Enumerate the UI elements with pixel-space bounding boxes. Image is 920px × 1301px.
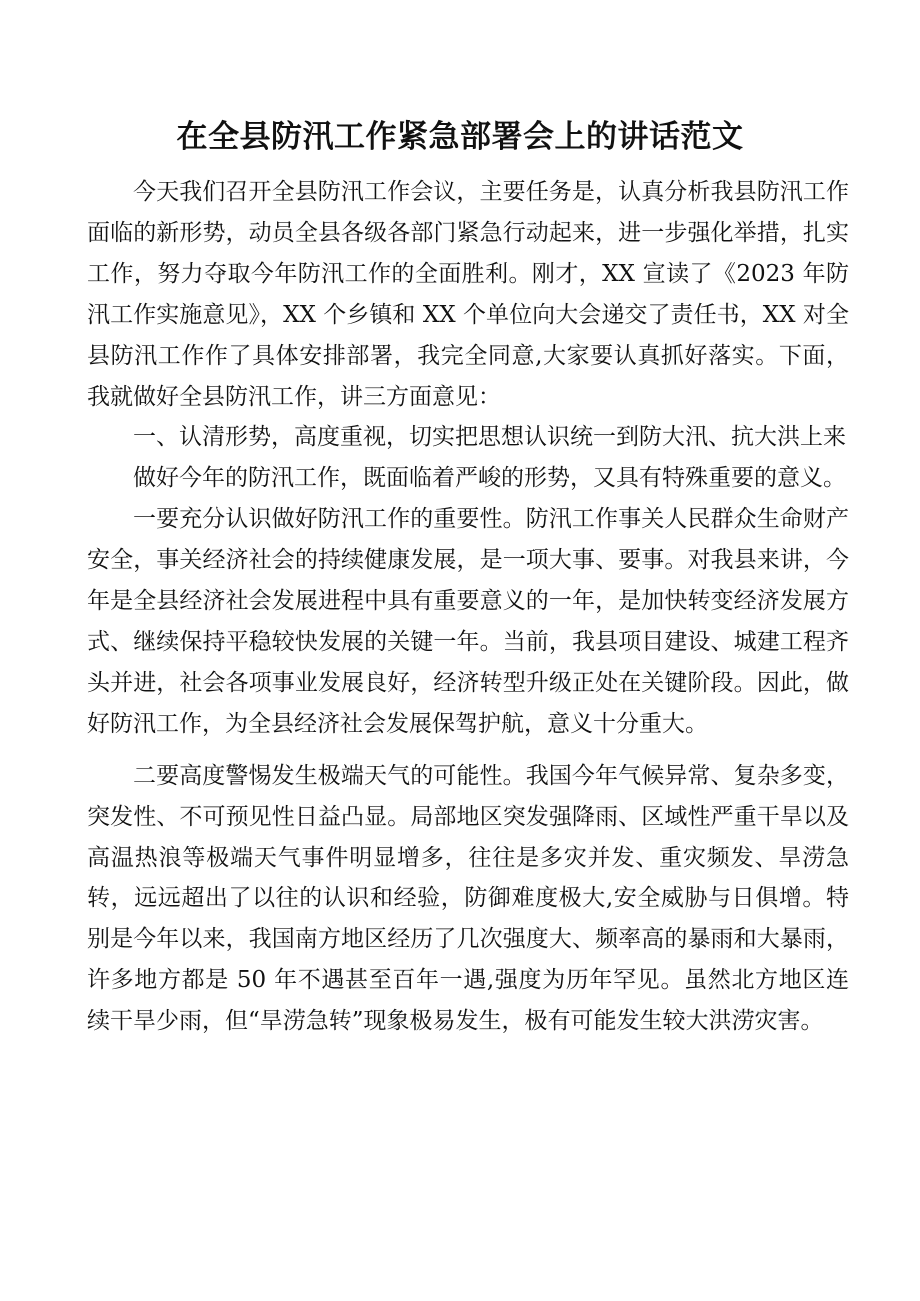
paragraph-intro: 今天我们召开全县防汛工作会议，主要任务是，认真分析我县防汛工作面临的新形势，动员全县各级各部门紧急行动起来，进一步强化举措，扎实工作，努力夺取今年防汛工作的全面胜利。刚才，XX 宣读了《2023 年防汛工作实施意见》，XX 个乡镇和 XX 个单位向大会递交了责任书，XX 对全县防汛工作作了具体安排部署，我完全同意,大家要认真抓好落实。下面，我就做好全县防汛工作，讲三方面意见： [87, 179, 849, 410]
paragraph-overview: 做好今年的防汛工作，既面临着严峻的形势，又具有特殊重要的意义。 [133, 465, 846, 492]
paragraph-point-1: 一要充分认识做好防汛工作的重要性。防汛工作事关人民群众生命财产安全，事关经济社会的持续健康发展，是一项大事、要事。对我县来讲，今年是全县经济社会发展进程中具有重要意义的一年，是加快转变经济发展方式、继续保持平稳较快发展的关键一年。当前，我县项目建设、城建工程齐头并进，社会各项事业发展良好，经济转型升级正处在关键阶段。因此，做好防汛工作，为全县经济社会发展保驾护航，意义十分重大。 [87, 506, 849, 737]
document-body [87, 172, 849, 1042]
paragraph-point-2: 二要高度警惕发生极端天气的可能性。我国今年气候异常、复杂多变，突发性、不可预见性日益凸显。局部地区突发强降雨、区域性严重干旱以及高温热浪等极端天气事件明显增多，往往是多灾并发、重灾频发、旱涝急转，远远超出了以往的认识和经验，防御难度极大,安全威胁与日俱增。特别是今年以来，我国南方地区经历了几次强度大、频率高的暴雨和大暴雨，许多地方都是 50 年不遇甚至百年一遇,强度为历年罕见。虽然北方地区连续干旱少雨，但“旱涝急转”现象极易发生，极有可能发生较大洪涝灾害。 [87, 762, 849, 1035]
section-heading-1: 一、认清形势，高度重视，切实把思想认识统一到防大汛、抗大洪上来 [133, 424, 846, 451]
document-title: 在全县防汛工作紧急部署会上的讲话范文 [176, 119, 744, 155]
